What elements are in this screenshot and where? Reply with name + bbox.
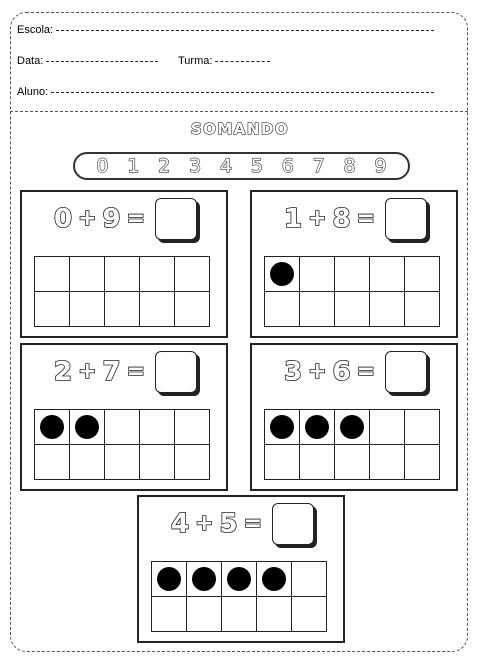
equals-sign: =: [356, 359, 376, 384]
ten-frame-cell[interactable]: [105, 410, 140, 445]
ten-frame-cell[interactable]: [265, 410, 300, 445]
ten-frame-cell[interactable]: [35, 257, 70, 292]
ten-frame-row: [152, 597, 327, 632]
equation: [54, 351, 197, 393]
counter-dot: [40, 415, 64, 439]
plus-sign: +: [195, 511, 214, 536]
ten-frame-cell[interactable]: [35, 445, 70, 480]
turma-label: Turma:: [178, 55, 213, 67]
counter-dot: [340, 415, 364, 439]
ten-frame-cell[interactable]: [140, 292, 175, 327]
number-2: 2: [158, 155, 171, 177]
ten-frame-cell[interactable]: [370, 445, 405, 480]
ten-frame-cell[interactable]: [335, 292, 370, 327]
ten-frame-cell[interactable]: [265, 292, 300, 327]
ten-frame-cell[interactable]: [292, 597, 327, 632]
number-7: 7: [312, 155, 325, 177]
ten-frame-row: [265, 410, 440, 445]
answer-box[interactable]: [155, 351, 197, 393]
addend-b: 8: [332, 204, 351, 234]
counter-dot: [270, 415, 294, 439]
ten-frame-cell[interactable]: [187, 597, 222, 632]
problem-card-4: [250, 343, 458, 491]
ten-frame-cell[interactable]: [70, 257, 105, 292]
equals-sign: =: [126, 359, 146, 384]
aluno-field[interactable]: [51, 92, 434, 93]
ten-frame-row: [35, 257, 210, 292]
answer-box[interactable]: [385, 198, 427, 240]
ten-frame-row: [265, 445, 440, 480]
ten-frame-cell[interactable]: [105, 445, 140, 480]
number-0: 0: [96, 155, 109, 177]
ten-frame-cell[interactable]: [140, 257, 175, 292]
counter-dot: [270, 262, 294, 286]
ten-frame-row: [35, 445, 210, 480]
equation: [284, 198, 427, 240]
ten-frame-row: [265, 292, 440, 327]
counter-dot: [227, 567, 251, 591]
addend-a: 4: [171, 509, 190, 539]
equation: [284, 351, 427, 393]
addend-a: 2: [54, 357, 73, 387]
answer-box[interactable]: [155, 198, 197, 240]
counter-dot: [157, 567, 181, 591]
number-4: 4: [219, 155, 233, 177]
aluno-label: Aluno:: [17, 86, 49, 98]
aluno-line: [17, 86, 434, 98]
ten-frame-cell[interactable]: [175, 410, 210, 445]
number-6: 6: [281, 155, 294, 177]
ten-frame-cell[interactable]: [257, 562, 292, 597]
counter-dot: [192, 567, 216, 591]
ten-frame-cell[interactable]: [300, 257, 335, 292]
counter-dot: [262, 567, 286, 591]
answer-box[interactable]: [385, 351, 427, 393]
problem-card-1: [20, 190, 228, 338]
ten-frame: [264, 256, 440, 327]
ten-frame-cell[interactable]: [140, 410, 175, 445]
number-8: 8: [343, 155, 356, 177]
ten-frame-cell[interactable]: [265, 257, 300, 292]
addend-b: 7: [102, 357, 121, 387]
ten-frame-cell[interactable]: [370, 257, 405, 292]
ten-frame-cell[interactable]: [70, 410, 105, 445]
ten-frame-cell[interactable]: [152, 597, 187, 632]
plus-sign: +: [308, 359, 327, 384]
ten-frame-cell[interactable]: [370, 292, 405, 327]
addend-a: 1: [284, 204, 303, 234]
ten-frame-cell[interactable]: [335, 445, 370, 480]
ten-frame-cell[interactable]: [370, 410, 405, 445]
ten-frame: [264, 409, 440, 480]
ten-frame-cell[interactable]: [300, 292, 335, 327]
ten-frame-cell[interactable]: [265, 445, 300, 480]
escola-line: [17, 24, 434, 36]
ten-frame-cell[interactable]: [187, 562, 222, 597]
number-5: 5: [250, 155, 263, 177]
data-line: [17, 55, 158, 67]
problem-card-3: [20, 343, 228, 491]
equals-sign: =: [243, 511, 263, 536]
equals-sign: =: [356, 206, 376, 231]
ten-frame-row: [265, 257, 440, 292]
escola-field[interactable]: [56, 30, 434, 31]
problem-card-2: [250, 190, 458, 338]
plus-sign: +: [78, 206, 97, 231]
ten-frame-cell[interactable]: [300, 410, 335, 445]
problem-card-5: [137, 495, 345, 643]
ten-frame-cell[interactable]: [292, 562, 327, 597]
ten-frame-cell[interactable]: [257, 597, 292, 632]
addend-a: 3: [284, 357, 303, 387]
ten-frame-cell[interactable]: [300, 445, 335, 480]
ten-frame-cell[interactable]: [405, 445, 440, 480]
answer-box[interactable]: [272, 503, 314, 545]
data-label: Data:: [17, 55, 44, 67]
ten-frame-cell[interactable]: [405, 292, 440, 327]
number-9: 9: [374, 155, 387, 177]
ten-frame-row: [152, 562, 327, 597]
addend-a: 0: [54, 204, 73, 234]
ten-frame-cell[interactable]: [335, 410, 370, 445]
plus-sign: +: [308, 206, 327, 231]
ten-frame-cell[interactable]: [222, 562, 257, 597]
counter-dot: [75, 415, 99, 439]
addend-b: 9: [102, 204, 121, 234]
ten-frame: [151, 561, 327, 632]
ten-frame-cell[interactable]: [175, 257, 210, 292]
ten-frame-cell[interactable]: [405, 410, 440, 445]
ten-frame-cell[interactable]: [70, 445, 105, 480]
data-field[interactable]: [46, 61, 158, 62]
ten-frame-cell[interactable]: [152, 562, 187, 597]
equation: [171, 503, 314, 545]
ten-frame-cell[interactable]: [35, 410, 70, 445]
ten-frame-cell[interactable]: [35, 292, 70, 327]
number-line: [73, 152, 410, 180]
equation: [54, 198, 197, 240]
turma-line: [178, 55, 270, 67]
ten-frame-cell[interactable]: [175, 292, 210, 327]
equals-sign: =: [126, 206, 146, 231]
addend-b: 6: [332, 357, 351, 387]
ten-frame-row: [35, 292, 210, 327]
ten-frame-cell[interactable]: [140, 445, 175, 480]
escola-label: Escola:: [17, 24, 54, 36]
ten-frame-cell[interactable]: [70, 292, 105, 327]
ten-frame-row: [35, 410, 210, 445]
addend-b: 5: [219, 509, 238, 539]
number-3: 3: [189, 155, 202, 177]
ten-frame-cell[interactable]: [405, 257, 440, 292]
number-1: 1: [127, 155, 140, 177]
ten-frame-cell[interactable]: [105, 257, 140, 292]
turma-field[interactable]: [215, 61, 270, 62]
ten-frame-cell[interactable]: [222, 597, 257, 632]
ten-frame: [34, 409, 210, 480]
counter-dot: [305, 415, 329, 439]
ten-frame: [34, 256, 210, 327]
page-title: SOMANDO: [190, 120, 290, 138]
ten-frame-cell[interactable]: [105, 292, 140, 327]
plus-sign: +: [78, 359, 97, 384]
ten-frame-cell[interactable]: [335, 257, 370, 292]
ten-frame-cell[interactable]: [175, 445, 210, 480]
